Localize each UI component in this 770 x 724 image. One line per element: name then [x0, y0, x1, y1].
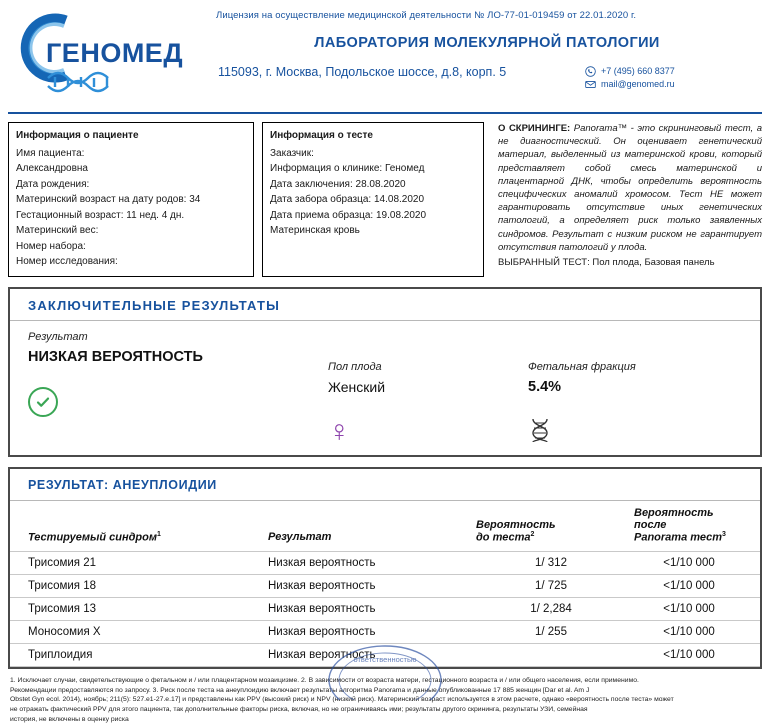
cell-result: Низкая вероятность [264, 575, 472, 598]
footnote-line: 1. Исключает случаи, свидетельствующие о фетальном и / или плацентарном мозаицизме. 2. В зависимости от возраста матери, гестационного возраста и / или общего населения, если применимо. [10, 677, 639, 685]
patient-row: Номер набора: [16, 240, 86, 252]
fetal-fraction-column [510, 331, 760, 448]
col-posttest-line2: Panorama тест [634, 531, 723, 544]
screening-note [492, 122, 762, 277]
svg-text:ГЕНОМЕД: ГЕНОМЕД [46, 38, 184, 68]
col-posttest-line1: Вероятность после [634, 506, 714, 531]
table-header-row [10, 501, 760, 552]
selected-test-value: Пол плода, Базовая панель [592, 257, 715, 269]
cell-pretest: 1/ 312 [472, 552, 630, 575]
col-posttest-header [630, 501, 760, 552]
footnote-line: история, не включены в оценку риска [10, 715, 129, 723]
col-pretest-line1: Вероятность [476, 518, 556, 531]
final-results-columns [10, 321, 760, 448]
fetal-fraction-label: Фетальная фракция [528, 360, 636, 373]
footnote-line: не отражать фактический PPV для этого пациента, так дополнительные факторы риска, включая, но не ограничиваясь ими; результаты другого скрининга, результаты УЗИ, семейная [10, 705, 588, 713]
phone-icon [585, 66, 596, 77]
header-text-block [204, 6, 760, 91]
lab-title: ЛАБОРАТОРИЯ МОЛЕКУЛЯРНОЙ ПАТОЛОГИИ [314, 35, 660, 51]
company-logo [8, 6, 204, 106]
test-row: Дата заключения: 28.08.2020 [270, 178, 406, 190]
cell-posttest: <1/10 000 [630, 598, 760, 621]
cell-syndrome: Трисомия 13 [10, 598, 264, 621]
col-pretest-line2: до теста [476, 531, 531, 544]
col-syndrome-header [10, 501, 264, 552]
col-pretest-header [472, 501, 630, 552]
fetal-sex-column [310, 331, 510, 448]
col-pretest-sup: 2 [530, 530, 535, 538]
email-row [585, 78, 760, 91]
cell-result: Низкая вероятность [264, 552, 472, 575]
col-posttest-sup: 3 [722, 530, 726, 538]
lab-address: 115093, г. Москва, Подольское шоссе, д.8, корп. 5 [218, 65, 507, 79]
patient-row: Гестационный возраст: 11 нед. 4 дн. [16, 209, 185, 221]
selected-test-label: ВЫБРАННЫЙ ТЕСТ: [498, 257, 590, 269]
final-result-column [10, 331, 310, 448]
cell-syndrome: Трисомия 18 [10, 575, 264, 598]
final-results-header: ЗАКЛЮЧИТЕЛЬНЫЕ РЕЗУЛЬТАТЫ [10, 289, 760, 321]
cell-pretest: 1/ 725 [472, 575, 630, 598]
final-results-block [8, 287, 762, 457]
email-text: mail@genomed.ru [601, 79, 675, 89]
page-header [0, 0, 770, 110]
test-info-title: Информация о тесте [270, 130, 373, 141]
patient-row: Дата рождения: [16, 178, 90, 190]
cell-result: Низкая вероятность [264, 598, 472, 621]
aneuploidy-block [8, 467, 762, 670]
test-row: Информация о клинике: Геномед [270, 163, 425, 174]
patient-row: Имя пациента: [16, 147, 85, 159]
phone-row [585, 65, 760, 78]
footnote-line: Obstet Gyn ecol. 2014), ноябрь; 211(5): 527.e1-27.e.17] и представлены как PPV (высокий риск) и NPV (низкий риск). Материнский возраст используется в этом расчете, однако «вероятность после теста» может [10, 696, 674, 704]
dna-icon [528, 417, 552, 443]
official-stamp [310, 640, 460, 700]
cell-pretest: 1/ 255 [472, 621, 630, 644]
fetal-sex-value: Женский [328, 378, 386, 395]
footnote-line: Рекомендации предоставляются по запросу. 3. Риск после теста на анеуплоидию включает результаты алгоритма Panorama и данные опубликованные 17 885 женщин [Dar et al. Am J [10, 686, 590, 694]
patient-row: Номер исследования: [16, 256, 118, 267]
female-symbol-icon: ♀ [328, 414, 351, 448]
mail-icon [585, 79, 596, 90]
patient-info-box [8, 122, 254, 277]
cell-syndrome: Трисомия 21 [10, 552, 264, 575]
final-result-value: НИЗКАЯ ВЕРОЯТНОСТЬ [28, 348, 203, 365]
cell-syndrome: Триплоидия [10, 644, 264, 667]
patient-row: Материнский вес: [16, 225, 99, 236]
cell-posttest: <1/10 000 [630, 575, 760, 598]
screening-body: Panorama™ - это скрининговый тест, а не диагностический. Он оценивает генетический материал, выделенный из материнской крови, который представляет собой смесь материнской и плацентарной ДНК, чтобы определить вероятность специфических аномалий хромосом. Тест НЕ может гарантировать отсутствие иных генетических патологий, а определяет риск только заявленных синдромов. Результат с низким риском не гарантирует отсутствия патологий у плода. [498, 123, 762, 253]
stamp-text: ответственностью [353, 655, 417, 664]
col-result-header: Результат [268, 531, 332, 544]
table-row [10, 598, 760, 621]
table-row [10, 575, 760, 598]
patient-info-title: Информация о пациенте [16, 130, 139, 141]
address-contacts-row [204, 65, 760, 91]
table-row [10, 552, 760, 575]
final-result-label: Результат [28, 330, 88, 343]
cell-posttest: <1/10 000 [630, 552, 760, 575]
fetal-fraction-value: 5.4% [528, 378, 562, 395]
genomed-logo-icon [8, 6, 204, 106]
license-line: Лицензия на осуществление медицинской деятельности № ЛО-77-01-019459 от 22.01.2020 г. [216, 10, 637, 21]
test-row: Дата приема образца: 19.08.2020 [270, 209, 427, 221]
fetal-sex-label: Пол плода [328, 360, 382, 373]
check-circle-icon [28, 387, 58, 417]
contacts-block [585, 65, 760, 91]
cell-result: Низкая вероятность [264, 644, 472, 667]
cell-posttest: <1/10 000 [630, 644, 760, 667]
cell-pretest: 1/ 2,284 [472, 598, 630, 621]
patient-row: Александровна [16, 163, 88, 174]
phone-text: +7 (495) 660 8377 [601, 66, 675, 76]
test-row: Материнская кровь [270, 225, 360, 236]
cell-result: Низкая вероятность [264, 621, 472, 644]
screening-title: О СКРИНИНГЕ: [498, 123, 571, 134]
aneuploidy-header: РЕЗУЛЬТАТ: АНЕУПЛОИДИИ [10, 469, 760, 501]
col-syndrome-label: Тестируемый синдром [28, 531, 158, 544]
col-syndrome-sup: 1 [157, 530, 161, 538]
patient-row: Материнский возраст на дату родов: 34 [16, 194, 201, 205]
cell-syndrome: Моносомия X [10, 621, 264, 644]
dna-icon-area [528, 417, 760, 448]
check-icon-area [28, 387, 310, 417]
info-row [0, 114, 770, 277]
cell-posttest: <1/10 000 [630, 621, 760, 644]
test-info-box [262, 122, 484, 277]
cell-pretest [472, 644, 630, 667]
test-row: Заказчик: [270, 147, 314, 159]
test-row: Дата забора образца: 14.08.2020 [270, 194, 425, 205]
